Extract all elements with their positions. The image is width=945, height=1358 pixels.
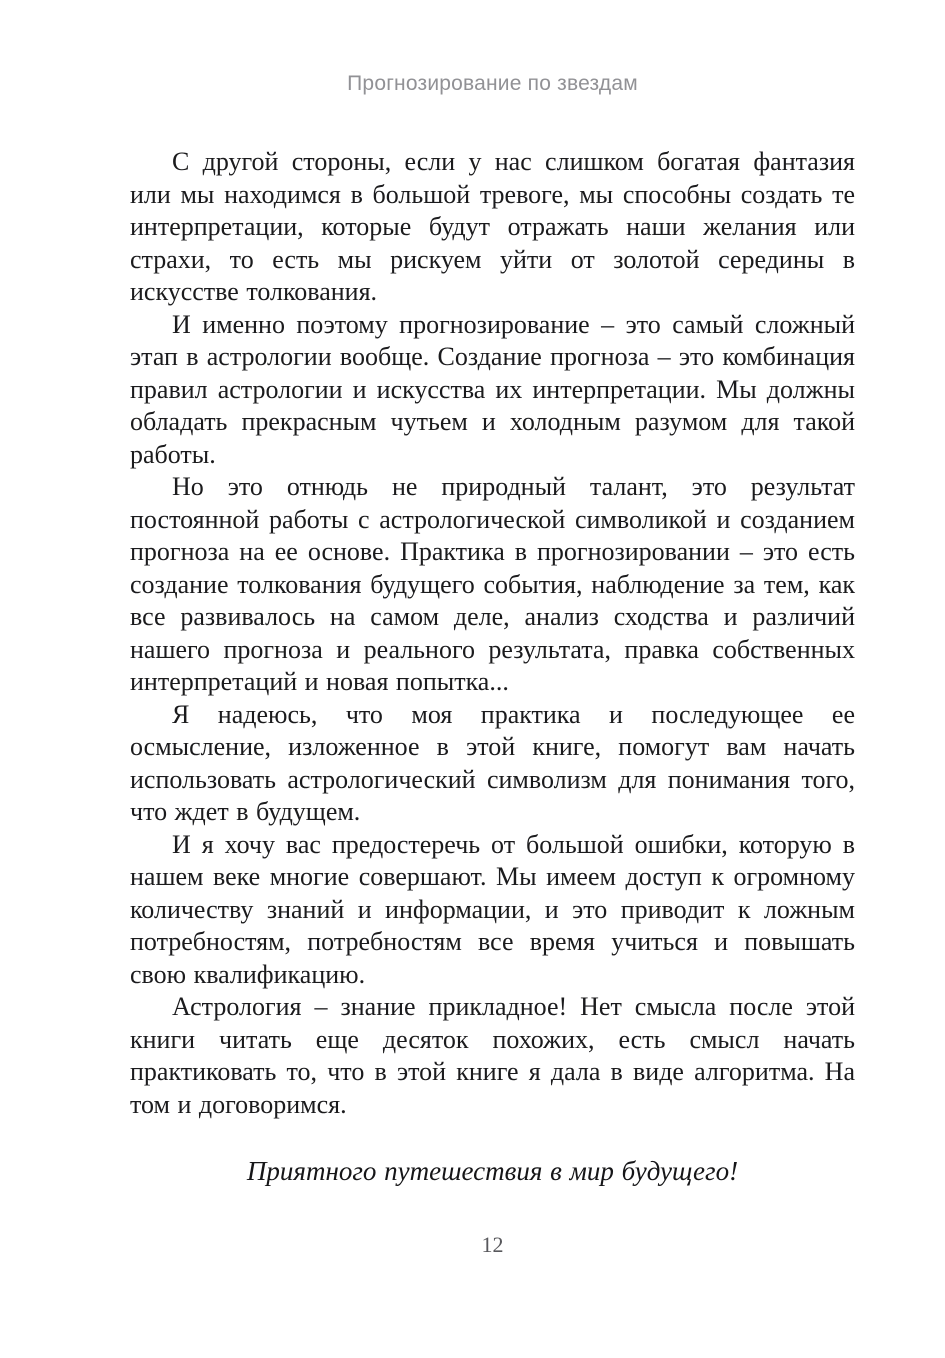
paragraph: Но это отнюдь не природный талант, это результат постоянной работы с астрологической символикой и созданием прогноза на ее основе. Практика в прогнозировании – это есть создание толкования будущего события, наблюдение за тем, как все развивалось на самом деле, анализ сходства и различий нашего прогноза и реального результата, правка собственных интерпретаций и новая попытка...	[130, 472, 855, 696]
paragraph: Астрология – знание прикладное! Нет смысла после этой книги читать еще десяток похожих, есть смысл начать практиковать то, что в этой книге я дала в виде алгоритма. На том и договоримся.	[130, 992, 855, 1119]
paragraph: С другой стороны, если у нас слишком богатая фантазия или мы находимся в большой тревоге, мы способны создать те интерпретации, которые будут отражать наши желания или страхи, то есть мы рискуем уйти от золотой середины в искусстве толкования.	[130, 147, 855, 306]
closing-line: Приятного путешествия в мир будущего!	[246, 1156, 739, 1186]
paragraph: И именно поэтому прогнозирование – это самый сложный этап в астрологии вообще. Создание прогноза – это комбинация правил астрологии и искусства их интерпретации. Мы должны обладать прекрасным чутьем и холодным разумом для такой работы.	[130, 309, 855, 469]
paragraph: Я надеюсь, что моя практика и последующее ее осмысление, изложенное в этой книге, помогут вам начать использовать астрологический символизм для понимания того, что ждет в будущем.	[130, 699, 855, 826]
running-header: Прогнозирование по звездам	[347, 72, 638, 95]
text-column	[130, 146, 855, 1187]
page-number: 12	[481, 1232, 504, 1257]
paragraph: И я хочу вас предостеречь от большой ошибки, которую в нашем веке многие совершают. Мы имеем доступ к огромному количеству знаний и информации, и это приводит к ложным потребностям, потребностям все время учиться и повышать свою квалификацию.	[130, 829, 855, 989]
